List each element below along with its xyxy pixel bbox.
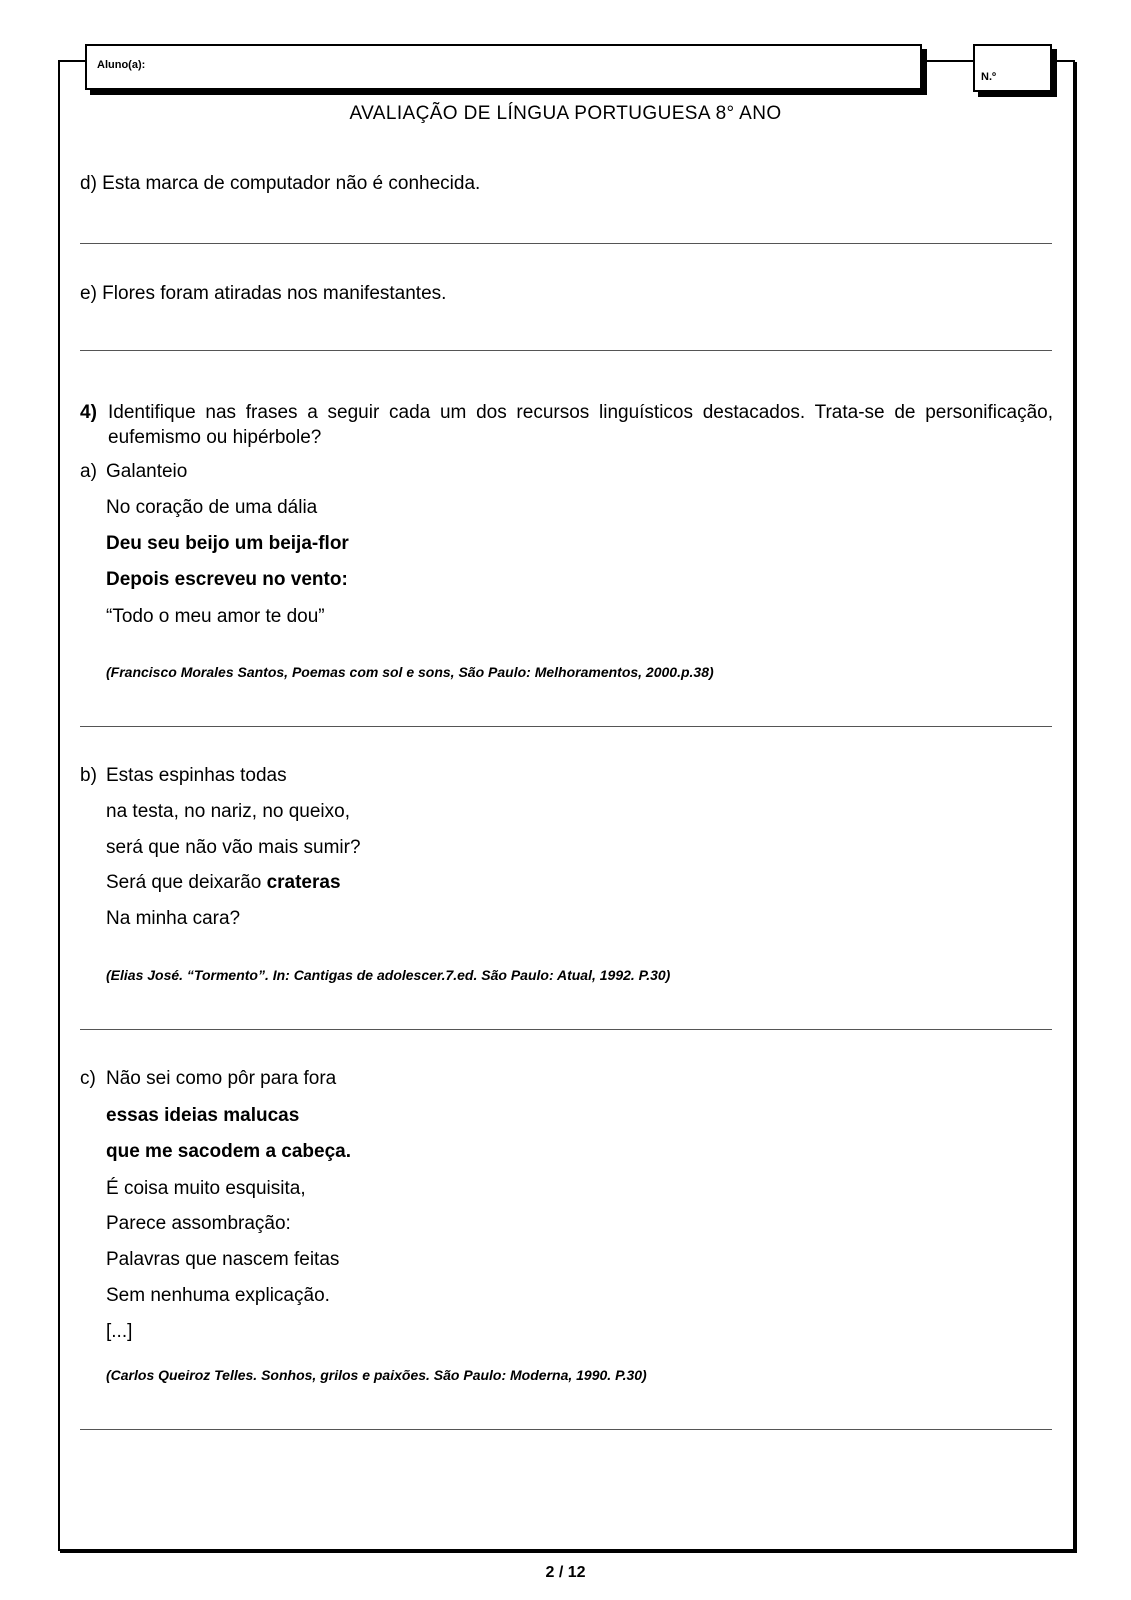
- q4-b-line-1: Estas espinhas todas: [106, 765, 287, 786]
- q4-b-line-4: [106, 872, 341, 894]
- q4-a-marker: a): [80, 461, 97, 482]
- answer-line-4c[interactable]: [80, 1429, 1052, 1430]
- q4-c-line-6: Palavras que nascem feitas: [106, 1249, 340, 1270]
- q4-a-line-1: Galanteio: [106, 461, 188, 482]
- answer-line-4b[interactable]: [80, 1029, 1052, 1030]
- q4-c-line-5: Parece assombração:: [106, 1213, 291, 1234]
- q4-prompt: [80, 400, 1053, 450]
- student-number-field[interactable]: [973, 44, 1052, 92]
- q4-b-line-4-text: Será que deixarão: [106, 872, 267, 893]
- q4-c-marker: c): [80, 1068, 96, 1089]
- q4-c-citation: (Carlos Queiroz Telles. Sonhos, grilos e paixões. São Paulo: Moderna, 1990. P.30): [106, 1367, 647, 1383]
- q4-a-line-2: No coração de uma dália: [106, 497, 318, 518]
- student-number-label: N.º: [981, 71, 997, 83]
- q4-c-line-1: Não sei como pôr para fora: [106, 1068, 337, 1089]
- q4-a-line-4: Depois escreveu no vento:: [106, 569, 348, 590]
- page-number: 2 / 12: [545, 1564, 586, 1581]
- q4-a-line-5: “Todo o meu amor te dou”: [106, 606, 325, 627]
- q4-number: 4): [80, 402, 97, 423]
- q4-b-line-5: Na minha cara?: [106, 908, 241, 929]
- q4-a-citation: (Francisco Morales Santos, Poemas com sol e sons, São Paulo: Melhoramentos, 2000.p.38): [106, 664, 714, 680]
- q3-item-d: d) Esta marca de computador não é conhecida.: [80, 173, 481, 194]
- q4-c-line-3: que me sacodem a cabeça.: [106, 1141, 352, 1162]
- q4-a-line-3: Deu seu beijo um beija-flor: [106, 533, 349, 554]
- student-name-field[interactable]: [85, 44, 922, 90]
- answer-line-d[interactable]: [80, 243, 1052, 244]
- q4-prompt-text: Identifique nas frases a seguir cada um dos recursos linguísticos destacados. Trata-se de personificação, eufemismo ou hipérbole?: [108, 402, 1053, 448]
- q4-b-highlight: crateras: [266, 872, 341, 893]
- q4-b-citation: (Elias José. “Tormento”. In: Cantigas de adolescer.7.ed. São Paulo: Atual, 1992. P.30): [106, 967, 671, 983]
- answer-line-4a[interactable]: [80, 726, 1052, 727]
- q4-b-line-3: será que não vão mais sumir?: [106, 837, 361, 858]
- q4-c-line-7: Sem nenhuma explicação.: [106, 1285, 330, 1306]
- answer-line-e[interactable]: [80, 350, 1052, 351]
- q4-b-marker: b): [80, 765, 97, 786]
- q4-c-line-2: essas ideias malucas: [106, 1105, 300, 1126]
- q4-b-line-2: na testa, no nariz, no queixo,: [106, 801, 350, 822]
- student-name-label: Aluno(a):: [97, 59, 146, 71]
- page-title: AVALIAÇÃO DE LÍNGUA PORTUGUESA 8° ANO: [349, 103, 782, 124]
- q4-c-line-8: [...]: [106, 1321, 133, 1342]
- q4-c-line-4: É coisa muito esquisita,: [106, 1178, 306, 1199]
- q3-item-e: e) Flores foram atiradas nos manifestantes.: [80, 283, 447, 304]
